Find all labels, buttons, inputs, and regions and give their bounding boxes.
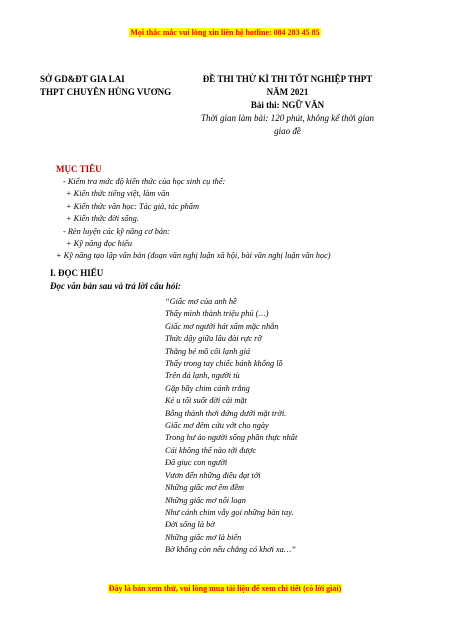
poem-line: Đã giục con người (165, 458, 228, 468)
poem-line: Cái không thể nào tới được (165, 445, 257, 455)
poem-line: Bỗng thành thơi đứng dưới mặt trời. (165, 408, 287, 418)
objective-line: + Kiến thức đời sống. (66, 214, 139, 224)
exam-subject: Bài thi: NGỮ VĂN (250, 100, 325, 110)
poem-line: Những giấc mơ nổi loạn (165, 495, 246, 505)
department-name: SỞ GD&ĐT GIA LAI (40, 74, 125, 84)
poem-line: Những giấc mơ là biển (165, 532, 242, 542)
poem-line: “Giấc mơ của anh hề (165, 297, 237, 306)
objective-line: + Kiến thức tiếng việt, làm văn (66, 189, 170, 199)
school-name: THPT CHUYÊN HÙNG VƯƠNG (40, 87, 172, 97)
poem-line: Bờ không còn nếu chẳng có khơi xa…” (165, 545, 296, 555)
poem-line: Thức dậy giữa lâu đài rực rỡ (165, 334, 262, 344)
hotline-banner (0, 28, 450, 37)
objectives-heading: MỤC TIÊU (56, 164, 102, 174)
school-header (40, 73, 190, 99)
poem (165, 296, 405, 557)
exam-time-cont: giao đề (274, 126, 301, 136)
exam-header (180, 73, 395, 138)
poem-line: Giấc mơ đêm cứu vớt cho ngày (165, 421, 269, 431)
preview-text: Đây là bản xem thử, vui lòng mua tài liệu để xem chi tiết (có lời giải) (108, 584, 342, 593)
objective-line: + Kỹ năng tạo lập văn bản (đoạn văn nghị luận xã hội, bài văn nghị luận văn học) (56, 251, 331, 261)
poem-line: Thấy mình thành triệu phú (…) (165, 309, 269, 319)
hotline-text: Mọi thắc mắc vui lòng xin liên hệ hotline: 084 283 45 85 (130, 28, 320, 37)
poem-line: Kẻ u tối suốt đời cái mặt (165, 396, 247, 406)
poem-line: Vươn đến những điều đạt tới (165, 470, 261, 480)
section-task: Đọc văn bản sau và trả lời câu hỏi: (50, 280, 181, 291)
poem-line: Trên đá lạnh, người tù (165, 371, 240, 381)
exam-year: NĂM 2021 (266, 87, 309, 97)
poem-line: Thấy trong tay chiếc bánh khổng lồ (165, 359, 283, 369)
section-heading: I. ĐỌC HIỂU (50, 267, 104, 278)
poem-line: Gặp bầy chim cánh trắng (165, 383, 250, 393)
objective-line: + Kiến thức văn học: Tác giả, tác phẩm (66, 201, 199, 211)
poem-line: Những giấc mơ êm đềm (165, 483, 245, 493)
preview-banner (0, 584, 450, 593)
poem-line: Thằng bé mồ côi lạnh giá (165, 346, 251, 356)
poem-line: Trong hư ảo người sống phần thực nhất (165, 433, 298, 443)
exam-time: Thời gian làm bài: 120 phút, không kể thời gian (200, 113, 375, 123)
poem-line: Giấc mơ người hát xẩm mặc nhẵn (165, 321, 279, 331)
document-body (50, 163, 420, 293)
poem-line: Đời sống là bờ (165, 520, 215, 530)
poem-line: Như cánh chim vẫy gọi những bàn tay. (165, 507, 294, 517)
objective-line: - Rèn luyện các kỹ năng cơ bản: (63, 226, 170, 236)
objective-line: + Kỹ năng đọc hiểu (66, 239, 132, 249)
exam-title: ĐỀ THI THỬ KÌ THI TỐT NGHIỆP THPT (202, 74, 373, 84)
objective-line: - Kiểm tra mức độ kiến thức của học sinh cụ thể: (63, 177, 226, 186)
